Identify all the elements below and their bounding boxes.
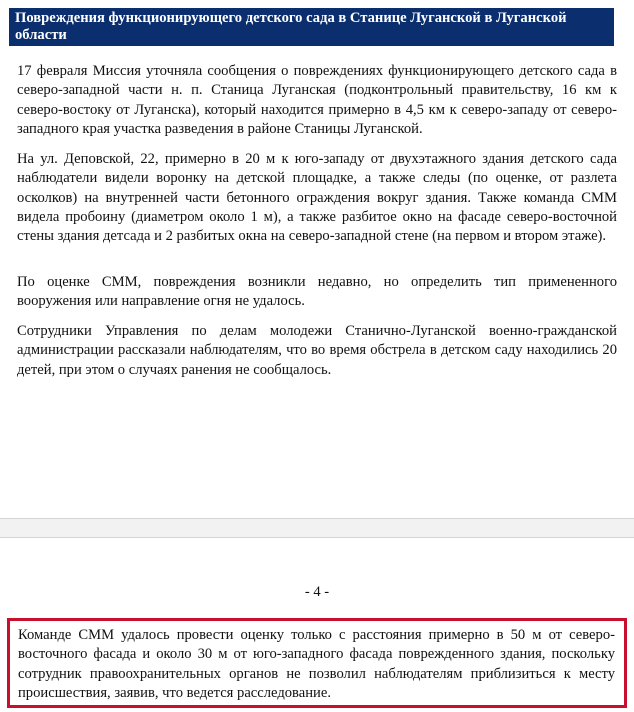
highlighted-paragraph: Команде СММ удалось провести оценку только с расстояния примерно в 50 м от северо-восточного фасада и около 30 м от юго-западного фасада поврежденного здания, поскольку сотрудник правоохранительных органов не позволил наблюдателям приблизиться к месту происшествия, заявив, что ведется расследование.	[18, 627, 615, 701]
page-separator	[0, 518, 634, 538]
section-heading: Повреждения функционирующего детского сада в Станице Луганской в Луганской области	[15, 10, 567, 43]
paragraph-assessment: По оценке СММ, повреждения возникли недавно, но определить тип примененного вооружения или направление огня не удалось.	[17, 274, 617, 310]
paragraph-damage-details: На ул. Деповской, 22, примерно в 20 м к юго-западу от двухэтажного здания детского сада наблюдатели видели воронку на детской площадке, а также следы (по оценке, от разлета осколков) на внутренней части бетонного ограждения вокруг здания. Также команда СММ видела пробоину (диаметром около 1 м), а также разбитое окно на фасаде северо-восточной стены здания детсада и 2 разбитых окна на северо-западной стене (на первом и втором этаже).	[17, 151, 617, 245]
highlighted-paragraph-box	[7, 618, 627, 708]
page-number: - 4 -	[304, 584, 330, 600]
paragraph-witness-report: Сотрудники Управления по делам молодежи Станично-Луганской военно-гражданской администрации рассказали наблюдателям, что во время обстрела в детском саду находились 20 детей, при этом о случаях ранения не сообщалось.	[17, 323, 617, 378]
section-heading-banner	[9, 8, 614, 46]
paragraph-inspection: 17 февраля Миссия уточняла сообщения о повреждениях функционирующего детского сада в северо-западной части н. п. Станица Луганская (подконтрольный правительству, 16 км к северо-востоку от Луганска), который находится примерно в 4,5 км к северо-западу от северо-западного края участка разведения в районе Станицы Луганской.	[17, 63, 617, 137]
document-page-lower	[0, 538, 634, 712]
